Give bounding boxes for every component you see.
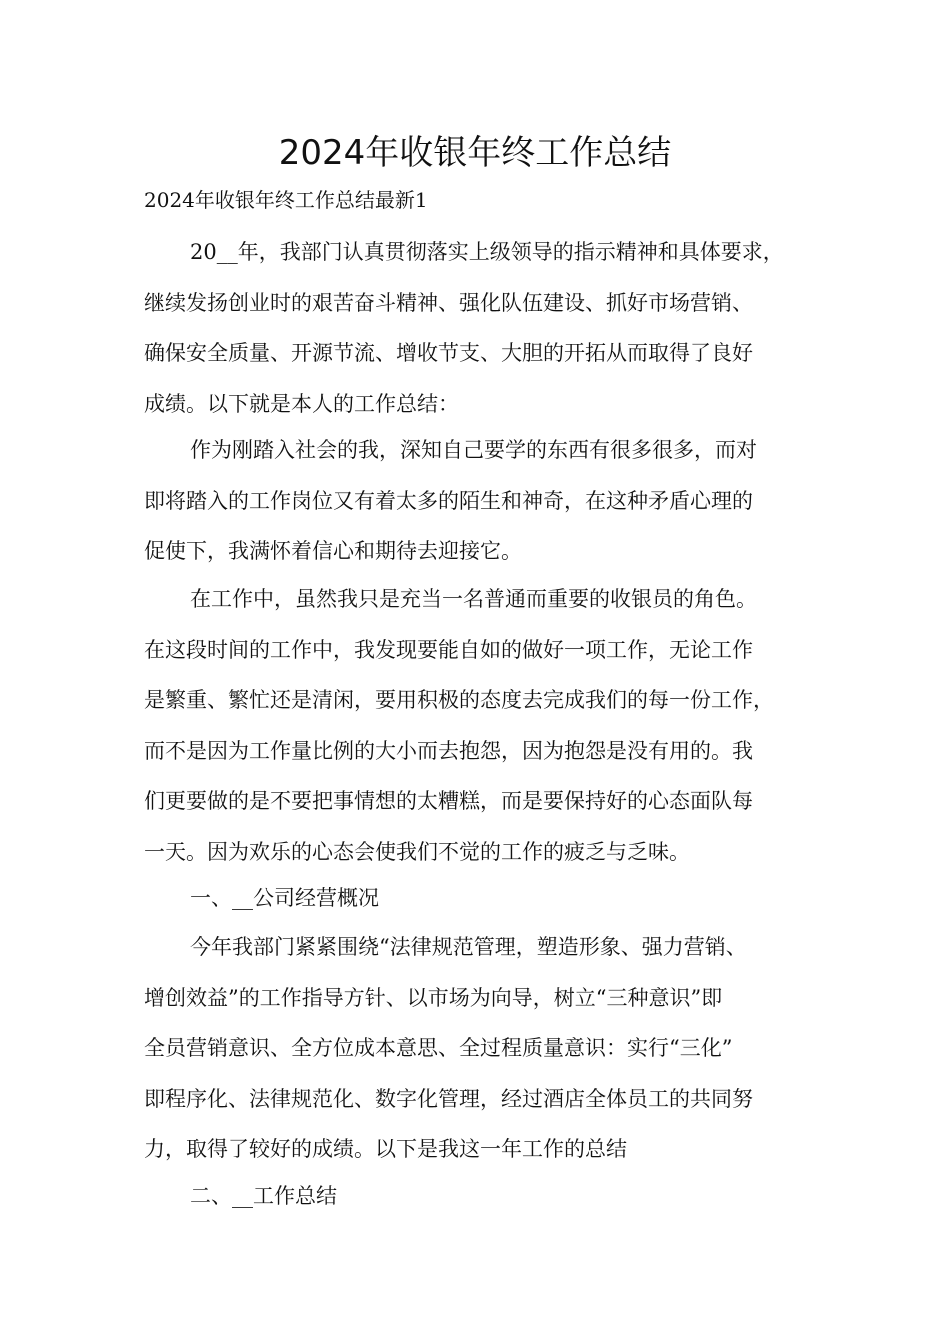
paragraph-line: 促使下，我满怀着信心和期待去迎接它。: [144, 539, 522, 563]
paragraph-3: [144, 574, 820, 877]
paragraph-1: [144, 227, 820, 429]
document-subtitle: 2024年收银年终工作总结最新1: [144, 188, 428, 212]
section-heading-2: 二、__工作总结: [190, 1184, 337, 1208]
paragraph-line: 作为刚踏入社会的我，深知自己要学的东西有很多很多，而对: [190, 438, 757, 462]
paragraph-line: 增创效益”的工作指导方针、以市场为向导，树立“三种意识”即: [144, 985, 723, 1010]
document-title: 2024年收银年终工作总结: [278, 133, 672, 173]
paragraph-line: 在这段时间的工作中，我发现要能自如的做好一项工作，无论工作: [144, 637, 753, 662]
paragraph-line: 继续发扬创业时的艰苦奋斗精神、强化队伍建设、抓好市场营销、: [144, 290, 753, 315]
paragraph-line: 们更要做的是不要把事情想的太糟糕，而是要保持好的心态面队每: [144, 789, 753, 813]
paragraph-line: 20__年，我部门认真贯彻落实上级领导的指示精神和具体要求，: [190, 240, 784, 264]
paragraph-line: 在工作中，虽然我只是充当一名普通而重要的收银员的角色。: [190, 587, 757, 611]
paragraph-2: [144, 425, 820, 577]
paragraph-line: 即将踏入的工作岗位又有着太多的陌生和神奇，在这种矛盾心理的: [144, 488, 753, 513]
section-heading-1: 一、__公司经营概况: [190, 886, 379, 910]
paragraph-line: 成绩。以下就是本人的工作总结：: [144, 391, 459, 416]
paragraph-line: 今年我部门紧紧围绕“法律规范管理，塑造形象、强力营销、: [190, 935, 747, 959]
paragraph-line: 是繁重、繁忙还是清闲，要用积极的态度去完成我们的每一份工作，: [144, 688, 774, 712]
paragraph-line: 即程序化、法律规范化、数字化管理，经过酒店全体员工的共同努: [144, 1086, 753, 1111]
paragraph-line: 而不是因为工作量比例的大小而去抱怨，因为抱怨是没有用的。我: [144, 738, 753, 763]
paragraph-line: 全员营销意识、全方位成本意思、全过程质量意识：实行“三化”: [144, 1036, 733, 1060]
paragraph-line: 确保安全质量、开源节流、增收节支、大胆的开拓从而取得了良好: [144, 341, 753, 365]
paragraph-4: [144, 922, 820, 1175]
paragraph-line: 一天。因为欢乐的心态会使我们不觉的工作的疲乏与乏味。: [144, 839, 690, 864]
paragraph-line: 力，取得了较好的成绩。以下是我这一年工作的总结: [144, 1137, 627, 1161]
